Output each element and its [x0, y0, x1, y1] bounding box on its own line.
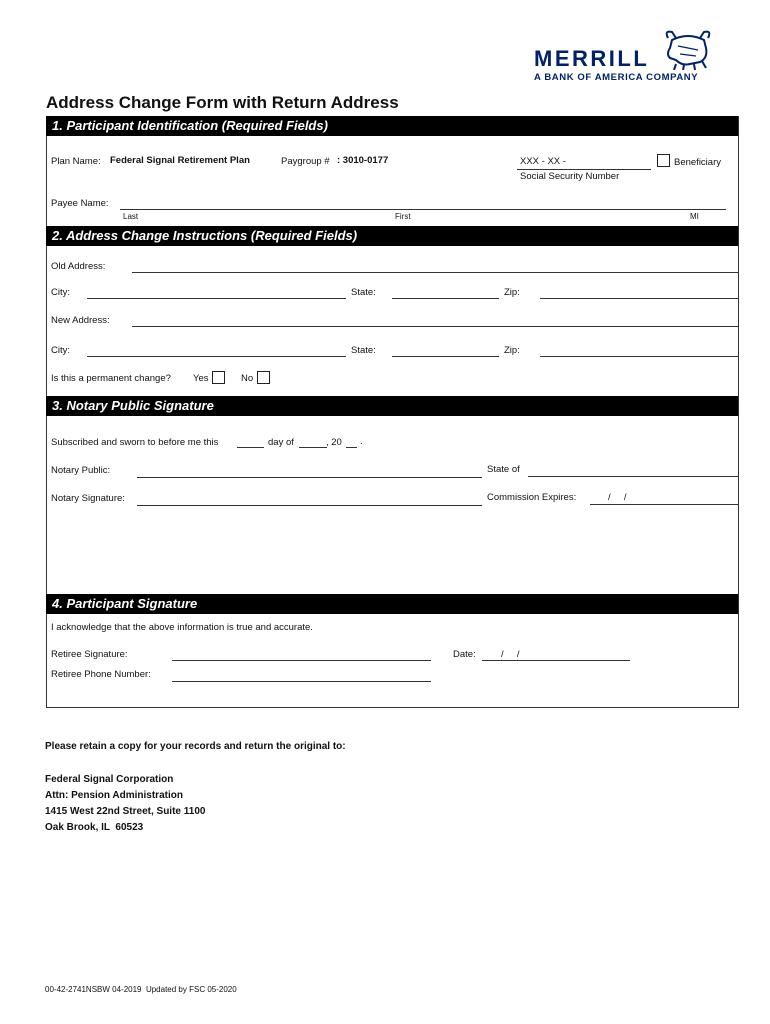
acknowledge-text: I acknowledge that the above information is true and accurate. — [51, 622, 313, 633]
beneficiary-checkbox[interactable] — [657, 154, 670, 167]
form-title: Address Change Form with Return Address — [46, 93, 399, 112]
sworn-year-field[interactable] — [346, 447, 357, 448]
old-city-field[interactable] — [87, 298, 346, 299]
old-city-label: City: — [51, 287, 70, 298]
bull-icon — [660, 28, 716, 70]
payee-mi-label: MI — [690, 212, 699, 221]
section1-header: 1. Participant Identification (Required Fields) — [46, 116, 738, 136]
paygroup-value: : 3010-0177 — [337, 155, 389, 166]
section2-header: 2. Address Change Instructions (Required Fields) — [46, 226, 738, 246]
logo-tagline: A BANK OF AMERICA COMPANY — [534, 72, 699, 83]
yes-label: Yes — [193, 373, 209, 384]
ssn-value[interactable]: XXX - XX - — [520, 156, 566, 167]
old-zip-field[interactable] — [540, 298, 738, 299]
yes-checkbox[interactable] — [212, 371, 225, 384]
notary-signature-label: Notary Signature: — [51, 493, 125, 504]
return-instruction: Please retain a copy for your records and return the original to: — [45, 741, 346, 752]
commission-expires-label: Commission Expires: — [487, 492, 577, 503]
commission-date-slashes: / / — [608, 492, 627, 503]
plan-name-label: Plan Name: — [51, 156, 101, 167]
notary-public-field[interactable] — [137, 477, 482, 478]
notary-signature-field[interactable] — [137, 505, 482, 506]
paygroup-label: Paygroup # — [281, 156, 330, 167]
return-line-2: Attn: Pension Administration — [45, 790, 183, 801]
retiree-phone-field[interactable] — [172, 681, 431, 682]
return-line-3: 1415 West 22nd Street, Suite 1100 — [45, 806, 206, 817]
new-address-field[interactable] — [132, 326, 738, 327]
signature-date-field[interactable] — [482, 660, 630, 661]
old-address-label: Old Address: — [51, 261, 106, 272]
old-address-field[interactable] — [132, 272, 738, 273]
payee-name-label: Payee Name: — [51, 198, 109, 209]
new-city-label: City: — [51, 345, 70, 356]
retiree-signature-field[interactable] — [172, 660, 431, 661]
new-zip-field[interactable] — [540, 356, 738, 357]
section4-header: 4. Participant Signature — [46, 594, 738, 614]
notary-public-label: Notary Public: — [51, 465, 111, 476]
retiree-phone-label: Retiree Phone Number: — [51, 669, 151, 680]
ssn-line — [517, 169, 651, 170]
new-address-label: New Address: — [51, 315, 110, 326]
sworn-period: . — [360, 436, 363, 447]
sworn-text-b: day of — [268, 437, 294, 448]
sworn-text-a: Subscribed and sworn to before me this — [51, 437, 219, 448]
old-state-label: State: — [351, 287, 376, 298]
permanent-change-label: Is this a permanent change? — [51, 373, 171, 384]
no-checkbox[interactable] — [257, 371, 270, 384]
commission-date-field[interactable] — [590, 504, 738, 505]
return-line-4: Oak Brook, IL 60523 — [45, 822, 144, 833]
old-zip-label: Zip: — [504, 287, 520, 298]
date-label: Date: — [453, 649, 476, 660]
sworn-day-field[interactable] — [237, 447, 264, 448]
signature-date-slashes: / / — [501, 649, 520, 660]
sworn-text-c: , 20 — [326, 437, 342, 448]
payee-name-field[interactable] — [120, 209, 726, 210]
payee-last-label: Last — [123, 212, 139, 221]
section3-header: 3. Notary Public Signature — [46, 396, 738, 416]
state-of-label: State of — [487, 464, 520, 475]
no-label: No — [241, 373, 254, 384]
beneficiary-label: Beneficiary — [674, 157, 721, 168]
new-city-field[interactable] — [87, 356, 346, 357]
new-state-label: State: — [351, 345, 376, 356]
new-zip-label: Zip: — [504, 345, 520, 356]
footer-code: 00-42-2741NSBW 04-2019 Updated by FSC 05-2020 — [45, 985, 237, 994]
old-state-field[interactable] — [392, 298, 499, 299]
ssn-caption: Social Security Number — [520, 171, 620, 182]
return-address — [45, 772, 205, 836]
retiree-signature-label: Retiree Signature: — [51, 649, 128, 660]
return-line-1: Federal Signal Corporation — [45, 774, 174, 785]
plan-name-value: Federal Signal Retirement Plan — [110, 155, 250, 166]
state-of-field[interactable] — [528, 476, 738, 477]
sworn-month-field[interactable] — [299, 447, 327, 448]
logo-brand: MERRILL — [534, 46, 650, 71]
payee-first-label: First — [395, 212, 411, 221]
new-state-field[interactable] — [392, 356, 499, 357]
merrill-logo — [532, 28, 727, 84]
